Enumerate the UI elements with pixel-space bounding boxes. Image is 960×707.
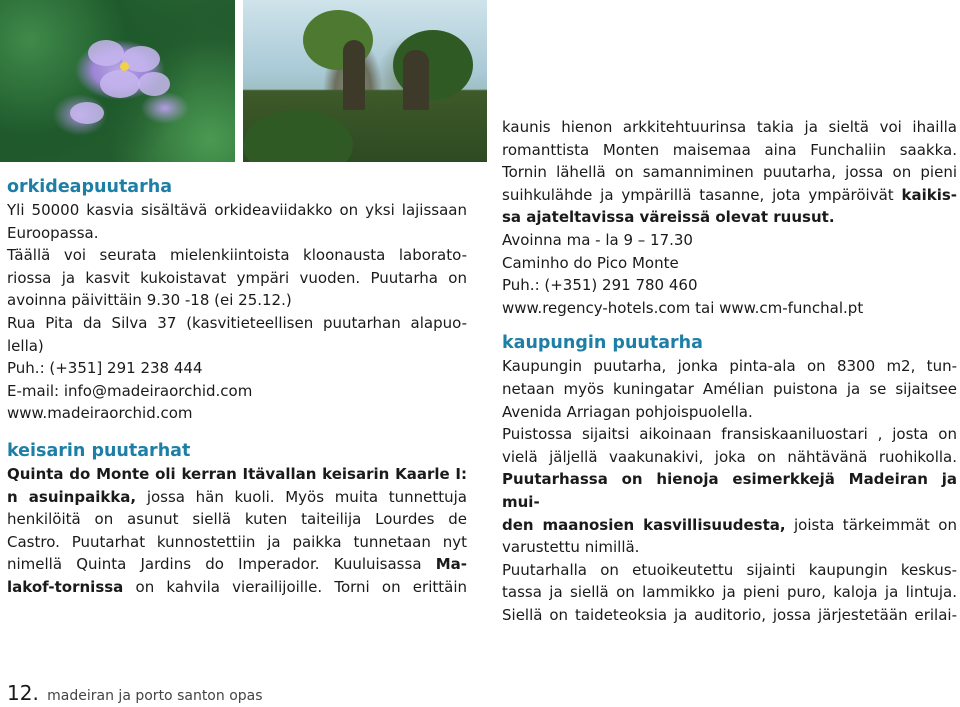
orchid-address-line: Rua Pita da Silva 37 (kasvitieteellisen puutarhan alapuo- — [7, 313, 467, 332]
emperor-line: lakof-tornissa on kahvila vierailijoille. Torni on erittäin — [7, 577, 467, 596]
emperor-gardens-heading: keisarin puutarhat — [7, 440, 191, 461]
city-line: Puutarhalla on etuoikeutettu sijainti kaupungin keskus- — [502, 560, 957, 579]
emperor-line: nimellä Quinta Jardins do Imperador. Kuuluisassa Ma- — [7, 555, 467, 574]
city-line: vielä jäljellä vaakunakivi, joka on nähtävänä ruohikolla. — [502, 447, 957, 466]
emperor-line: henkilöitä on asunut siellä kuten taiteilija Lourdes de — [7, 510, 467, 529]
page-footer — [7, 682, 263, 707]
city-line: netaan myös kuningatar Amélian puistona ja se sijaitsee — [502, 379, 957, 398]
right-column — [502, 116, 957, 626]
monte-line: romanttista Monten maisemaa aina Funchaliin saakka. — [502, 140, 957, 159]
monte-phone: Puh.: (+351) 291 780 460 — [502, 276, 698, 295]
publication-title: madeiran ja porto santon opas — [47, 688, 263, 704]
monte-line: sa ajateltavissa väreissä olevat ruusut. — [502, 208, 835, 227]
city-line: Kaupungin puutarha, jonka pinta-ala on 8300 m2, tun- — [502, 357, 957, 376]
city-line: Siellä on taideteoksia ja auditorio, jossa järjestetään erilai- — [502, 605, 957, 624]
monte-hours: Avoinna ma - la 9 – 17.30 — [502, 230, 693, 249]
monte-line: kaunis hienon arkkitehtuurinsa takia ja sieltä voi ihailla — [502, 118, 957, 136]
orchid-line: Täällä voi seurata mielenkiintoista kloonausta laborato- — [7, 246, 467, 265]
orchid-line: avoinna päivittäin 9.30 -18 (ei 25.12.) — [7, 291, 292, 310]
orchid-line: Euroopassa. — [7, 223, 99, 242]
orchid-line: Yli 50000 kasvia sisältävä orkideaviidakko on yksi lajissaan — [7, 201, 467, 219]
water-hyacinth-photo — [0, 0, 235, 162]
orchid-line: riossa ja kasvit kukoistavat ympäri vuoden. Puutarha on — [7, 268, 467, 287]
city-line: varustettu nimillä. — [502, 538, 640, 557]
city-line: Avenida Arriagan pohjoispuolella. — [502, 402, 753, 421]
city-line: den maanosien kasvillisuudesta, joista tärkeimmät on — [502, 515, 957, 534]
emperor-line: n asuinpaikka, jossa hän kuoli. Myös muita tunnettuja — [7, 487, 467, 506]
monte-line: Tornin lähellä on samanniminen puutarha, jossa on pieni — [502, 163, 957, 182]
emperor-line: Castro. Puutarhat kunnostettiin ja paikka tunnetaan nyt — [7, 532, 467, 551]
monte-tower-photo — [243, 0, 487, 162]
city-garden-heading: kaupungin puutarha — [502, 333, 703, 354]
orchid-garden-heading: orkideapuutarha — [7, 177, 173, 197]
city-line: tassa ja siellä on lammikko ja pieni puro, kaloja ja lintuja. — [502, 583, 957, 602]
monte-line: suihkulähde ja ympärillä tasanne, jota ympäröivät kaikis- — [502, 185, 957, 204]
emperor-line: Quinta do Monte oli kerran Itävallan keisarin Kaarle I: — [7, 464, 467, 483]
monte-address: Caminho do Pico Monte — [502, 253, 679, 272]
orchid-website: www.madeiraorchid.com — [7, 404, 193, 423]
left-column — [7, 175, 467, 599]
orchid-email: E-mail: info@madeiraorchid.com — [7, 381, 253, 400]
monte-websites: www.regency-hotels.com tai www.cm-funchal.pt — [502, 298, 864, 317]
city-line: Puistossa sijaitsi aikoinaan fransiskaaniluostari , josta on — [502, 425, 957, 444]
city-line: Puutarhassa on hienoja esimerkkejä Madeiran ja mui- — [502, 470, 957, 511]
page-number: 12. — [7, 681, 39, 705]
orchid-address-line: lella) — [7, 336, 44, 355]
orchid-phone: Puh.: (+351] 291 238 444 — [7, 359, 203, 378]
